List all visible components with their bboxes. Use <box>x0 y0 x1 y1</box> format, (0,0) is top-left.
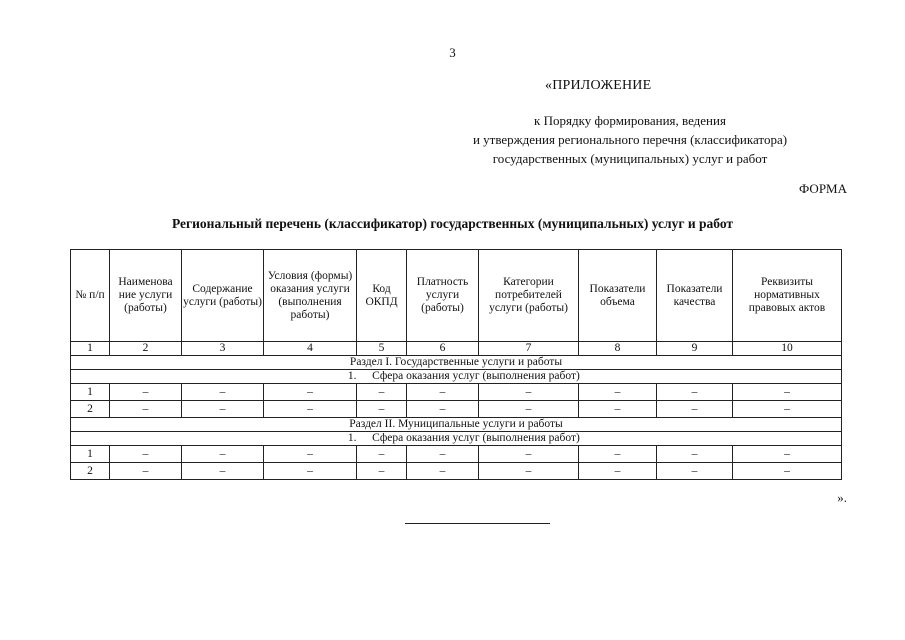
table-row <box>71 401 842 418</box>
dash-cell: – <box>357 384 407 401</box>
dash-cell: – <box>579 446 657 463</box>
dash-cell: – <box>733 446 842 463</box>
dash-cell: – <box>264 384 357 401</box>
subsection-row <box>71 432 842 446</box>
section-row <box>71 418 842 432</box>
column-number: 7 <box>479 342 579 356</box>
column-header: Показатели качества <box>657 250 733 342</box>
dash-cell: – <box>264 401 357 418</box>
row-number: 1 <box>71 384 110 401</box>
column-header: Платность услуги (работы) <box>407 250 479 342</box>
column-header: Код ОКПД <box>357 250 407 342</box>
column-number: 1 <box>71 342 110 356</box>
column-number: 4 <box>264 342 357 356</box>
table-row <box>71 446 842 463</box>
section-title: Раздел II. Муниципальные услуги и работы <box>71 418 842 432</box>
column-number: 6 <box>407 342 479 356</box>
dash-cell: – <box>182 446 264 463</box>
dash-cell: – <box>182 384 264 401</box>
dash-cell: – <box>357 446 407 463</box>
form-label: ФОРМА <box>799 181 847 196</box>
dash-cell: – <box>579 401 657 418</box>
dash-cell: – <box>579 463 657 480</box>
column-header: Наименова ние услуги (работы) <box>110 250 182 342</box>
table-row <box>71 463 842 480</box>
column-header: Показатели объема <box>579 250 657 342</box>
column-header: Категории потребителей услуги (работы) <box>479 250 579 342</box>
column-header: Содержание услуги (работы) <box>182 250 264 342</box>
column-number-row <box>71 342 842 356</box>
footer-divider <box>405 523 550 524</box>
closing-quote: ». <box>837 490 847 505</box>
column-header: Реквизиты нормативных правовых актов <box>733 250 842 342</box>
appendix-ref-line: государственных (муниципальных) услуг и работ <box>492 151 768 166</box>
row-number: 2 <box>71 401 110 418</box>
dash-cell: – <box>407 401 479 418</box>
dash-cell: – <box>407 446 479 463</box>
dash-cell: – <box>182 463 264 480</box>
section-row <box>71 356 842 370</box>
dash-cell: – <box>110 401 182 418</box>
subsection-row <box>71 370 842 384</box>
dash-cell: – <box>479 384 579 401</box>
document-title: Региональный перечень (классификатор) государственных (муниципальных) услуг и работ <box>171 216 734 231</box>
dash-cell: – <box>110 446 182 463</box>
appendix-ref-line: и утверждения регионального перечня (классификатора) <box>472 132 788 147</box>
column-number: 9 <box>657 342 733 356</box>
row-number: 2 <box>71 463 110 480</box>
dash-cell: – <box>357 463 407 480</box>
dash-cell: – <box>733 384 842 401</box>
column-number: 3 <box>182 342 264 356</box>
dash-cell: – <box>407 384 479 401</box>
dash-cell: – <box>657 401 733 418</box>
dash-cell: – <box>479 401 579 418</box>
dash-cell: – <box>110 384 182 401</box>
column-number: 5 <box>357 342 407 356</box>
appendix-reference <box>420 111 840 168</box>
dash-cell: – <box>407 463 479 480</box>
subsection-title: Сфера оказания услуг (выполнения работ) <box>372 370 580 382</box>
column-header: № п/п <box>71 250 110 342</box>
dash-cell: – <box>733 463 842 480</box>
dash-cell: – <box>479 446 579 463</box>
page-number: 3 <box>449 45 456 60</box>
section-title: Раздел I. Государственные услуги и работы <box>71 356 842 370</box>
subsection-number: 1. <box>347 432 357 444</box>
dash-cell: – <box>110 463 182 480</box>
table-header-row <box>71 250 842 342</box>
column-number: 10 <box>733 342 842 356</box>
dash-cell: – <box>264 463 357 480</box>
appendix-title: «ПРИЛОЖЕНИЕ <box>545 78 652 93</box>
dash-cell: – <box>264 446 357 463</box>
appendix-ref-line: к Порядку формирования, ведения <box>534 113 726 128</box>
row-number: 1 <box>71 446 110 463</box>
dash-cell: – <box>657 463 733 480</box>
column-number: 2 <box>110 342 182 356</box>
dash-cell: – <box>733 401 842 418</box>
column-header: Условия (формы) оказания услуги (выполнения работы) <box>264 250 357 342</box>
table-row <box>71 384 842 401</box>
dash-cell: – <box>657 384 733 401</box>
dash-cell: – <box>579 384 657 401</box>
dash-cell: – <box>479 463 579 480</box>
dash-cell: – <box>357 401 407 418</box>
subsection-title: Сфера оказания услуг (выполнения работ) <box>372 432 580 444</box>
services-table <box>70 249 842 480</box>
dash-cell: – <box>657 446 733 463</box>
subsection-number: 1. <box>347 370 357 382</box>
column-number: 8 <box>579 342 657 356</box>
dash-cell: – <box>182 401 264 418</box>
